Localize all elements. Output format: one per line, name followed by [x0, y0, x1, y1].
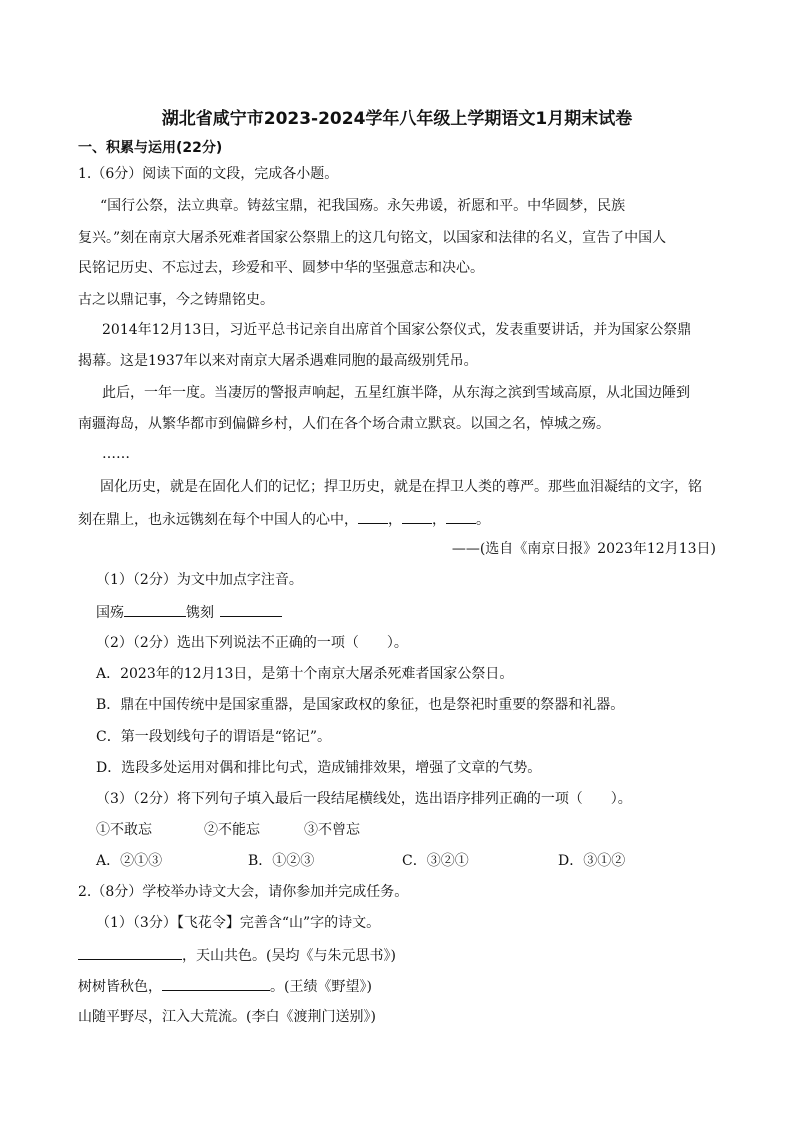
passage-line: 2014年12月13日，习近平总书记亲自出席首个国家公祭仪式，发表重要讲话，并为国家公祭鼎	[102, 322, 692, 338]
pinyin-blank[interactable]	[220, 602, 282, 617]
option-c[interactable]: C．③②①	[402, 853, 469, 869]
poem-text: 。(王绩《野望》)	[270, 979, 372, 995]
question-1-intro: 1.（6分）阅读下面的文段，完成各小题。	[78, 166, 339, 182]
passage-line: 南疆海岛，从繁华都市到偏僻乡村，人们在各个场合肃立默哀。以国之名，悼城之殇。	[78, 416, 610, 432]
passage-fill-line	[78, 509, 490, 530]
word: 镌刻	[186, 605, 214, 621]
passage-text: 刻在鼎上，也永远镌刻在每个中国人的心中，	[78, 512, 358, 528]
option-c[interactable]: C．第一段划线句子的谓语是“铭记”。	[96, 729, 332, 745]
passage-line: 固化历史，就是在固化人们的记忆；捍卫历史，就是在捍卫人类的尊严。那些血泪凝结的文字，铭	[100, 479, 702, 495]
passage-line: 此后，一年一度。当凄厉的警报声响起，五星红旗半降，从东海之滨到雪域高原，从北国边陲到	[102, 385, 690, 401]
section-heading: 一、积累与运用(22分)	[78, 140, 223, 156]
sentence-item: ②不能忘	[204, 822, 260, 838]
separator: ，	[388, 512, 402, 528]
answer-blank[interactable]	[162, 976, 270, 991]
option-b[interactable]: B．鼎在中国传统中是国家重器，是国家政权的象征，也是祭祀时重要的祭器和礼器。	[96, 697, 625, 713]
sentence-item: ①不敢忘	[96, 822, 152, 838]
option-a[interactable]: A．2023年的12月13日，是第十个南京大屠杀死难者国家公祭日。	[96, 666, 514, 682]
sub-question: （1）（2分）为文中加点字注音。	[96, 572, 303, 588]
poem-text: ，天山共色。(吴均《与朱元思书》)	[182, 948, 396, 964]
sub-question: （2）（2分）选出下列说法不正确的一项（ ）。	[96, 635, 408, 651]
sub-question: （3）（2分）将下列句子填入最后一段结尾横线处，选出语序排列正确的一项（ ）。	[96, 791, 632, 807]
answer-blank[interactable]	[446, 509, 476, 524]
passage-line: 民铭记历史、不忘过去，珍爱和平、圆梦中华的坚强意志和决心。	[78, 260, 484, 276]
option-b[interactable]: B．①②③	[248, 853, 315, 869]
sub-question: （1）（3分）【飞花令】完善含“山”字的诗文。	[96, 915, 381, 931]
poem-fill-line	[78, 945, 396, 966]
answer-blank[interactable]	[78, 945, 182, 960]
passage-line: “国行公祭，法立典章。铸兹宝鼎，祀我国殇。永矢弗谖，祈愿和平。中华圆梦，民族	[100, 198, 626, 214]
passage-line: 古之以鼎记事，今之铸鼎铭史。	[78, 292, 274, 308]
poem-fill-line	[78, 976, 372, 997]
passage-line: 复兴。”刻在南京大屠杀死难者国家公祭鼎上的这几句铭文，以国家和法律的名义，宣告了中国人	[78, 230, 667, 246]
separator: ，	[432, 512, 446, 528]
option-a[interactable]: A．②①③	[96, 853, 163, 869]
pinyin-row	[96, 602, 282, 623]
sentence-item: ③不曾忘	[304, 822, 360, 838]
answer-blank[interactable]	[402, 509, 432, 524]
passage-line: 揭幕。这是1937年以来对南京大屠杀遇难同胞的最高级别凭吊。	[78, 353, 478, 369]
option-d[interactable]: D．选段多处运用对偶和排比句式，造成铺排效果，增强了文章的气势。	[96, 760, 542, 776]
source-citation: ——(选自《南京日报》2023年12月13日)	[451, 541, 716, 557]
answer-blank[interactable]	[358, 509, 388, 524]
question-2-intro: 2.（8分）学校举办诗文大会，请你参加并完成任务。	[78, 884, 409, 900]
line-end: 。	[476, 512, 490, 528]
pinyin-blank[interactable]	[124, 602, 186, 617]
poem-text: 树树皆秋色，	[78, 979, 162, 995]
ellipsis: ……	[102, 446, 130, 462]
word: 国殇	[96, 605, 124, 621]
poem-line: 山随平野尽，江入大荒流。(李白《渡荆门送别》)	[78, 1009, 376, 1025]
option-d[interactable]: D．③①②	[558, 853, 626, 869]
page-title: 湖北省咸宁市2023-2024学年八年级上学期语文1月期末试卷	[161, 109, 633, 129]
